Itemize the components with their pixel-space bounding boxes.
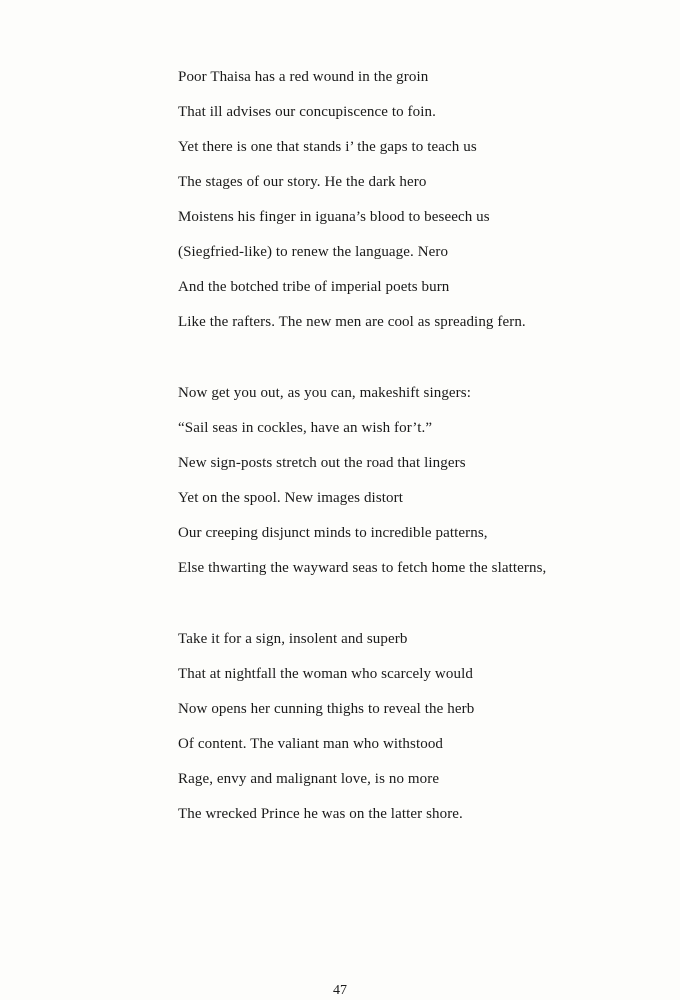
poem-line: Now get you out, as you can, makeshift singers: xyxy=(178,385,471,401)
stanza-2 xyxy=(178,376,648,586)
page-number: 47 xyxy=(333,983,347,998)
poem-line: Now opens her cunning thighs to reveal the herb xyxy=(178,701,475,717)
poem-line: New sign-posts stretch out the road that lingers xyxy=(178,455,466,471)
poem-line: That ill advises our concupiscence to foin. xyxy=(178,104,436,120)
poem-line: Poor Thaisa has a red wound in the groin xyxy=(178,69,429,85)
poem-line: Else thwarting the wayward seas to fetch home the slatterns, xyxy=(178,560,547,576)
poem-line: Our creeping disjunct minds to incredible patterns, xyxy=(178,525,488,541)
stanza-3 xyxy=(178,622,648,832)
poem-line: Yet on the spool. New images distort xyxy=(178,490,403,506)
poem-line: The wrecked Prince he was on the latter shore. xyxy=(178,806,463,822)
poem-line: Yet there is one that stands i’ the gaps to teach us xyxy=(178,139,477,155)
poem-line: Like the rafters. The new men are cool as spreading fern. xyxy=(178,314,526,330)
poem xyxy=(178,60,648,868)
poem-line: “Sail seas in cockles, have an wish for’t.” xyxy=(178,420,433,436)
poem-line: That at nightfall the woman who scarcely would xyxy=(178,666,473,682)
poem-line: And the botched tribe of imperial poets burn xyxy=(178,279,450,295)
poem-line: The stages of our story. He the dark hero xyxy=(178,174,427,190)
stanza-1 xyxy=(178,60,648,340)
poem-line: Moistens his finger in iguana’s blood to beseech us xyxy=(178,209,490,225)
poem-line: (Siegfried-like) to renew the language. Nero xyxy=(178,244,449,260)
poem-line: Take it for a sign, insolent and superb xyxy=(178,631,408,647)
poem-line: Rage, envy and malignant love, is no more xyxy=(178,771,440,787)
poem-line: Of content. The valiant man who withstood xyxy=(178,736,444,752)
